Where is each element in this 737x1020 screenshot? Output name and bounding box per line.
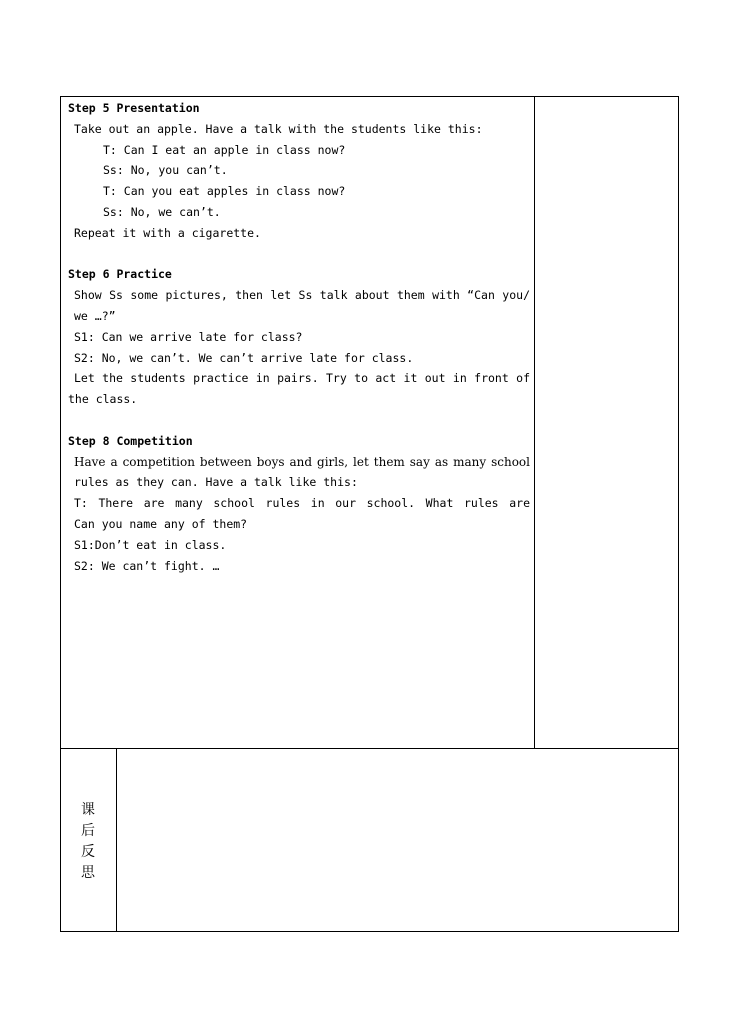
notes-column-divider xyxy=(534,96,535,748)
step8-line: S2: We can’t fight. … xyxy=(74,558,220,573)
reflection-char: 课 xyxy=(81,802,95,818)
lesson-steps-cell xyxy=(68,98,530,576)
blank-line xyxy=(68,410,530,431)
step6-line: Let the students practice in pairs. Try to act it out in front of xyxy=(74,371,530,386)
step6-line: S1: Can we arrive late for class? xyxy=(74,329,303,344)
reflection-char: 反 xyxy=(81,844,95,860)
step5-line: T: Can I eat an apple in class now? xyxy=(103,142,346,157)
step8-line: Can you name any of them? xyxy=(74,516,248,531)
step8-heading: Step 8 Competition xyxy=(68,433,193,448)
reflection-label-divider xyxy=(116,748,117,932)
step6-line: S2: No, we can’t. We can’t arrive late for class. xyxy=(74,350,414,365)
step6-line: the class. xyxy=(68,392,138,407)
step5-line: Repeat it with a cigarette. xyxy=(74,225,261,240)
step5-line: Ss: No, you can’t. xyxy=(103,163,228,178)
blank-line xyxy=(68,244,530,265)
step8-line: Have a competition between boys and girls, let them say as many school xyxy=(74,454,530,469)
step6-line: Show Ss some pictures, then let Ss talk about them with “Can you/ xyxy=(74,288,530,303)
row-divider xyxy=(60,748,679,749)
reflection-char: 思 xyxy=(81,865,95,881)
step8-line: rules as they can. Have a talk like this: xyxy=(74,475,358,490)
step6-line: we …?” xyxy=(74,308,116,323)
after-class-reflection-label xyxy=(60,800,116,884)
step8-line: S1:Don’t eat in class. xyxy=(74,537,227,552)
step5-line: Ss: No, we can’t. xyxy=(103,204,221,219)
step5-line: Take out an apple. Have a talk with the students like this: xyxy=(74,121,483,136)
step6-heading: Step 6 Practice xyxy=(68,267,172,282)
reflection-char: 后 xyxy=(81,823,95,839)
step8-line: T: There are many school rules in our school. What rules are xyxy=(74,496,530,511)
step5-heading: Step 5 Presentation xyxy=(68,101,200,115)
step5-line: T: Can you eat apples in class now? xyxy=(103,184,346,199)
